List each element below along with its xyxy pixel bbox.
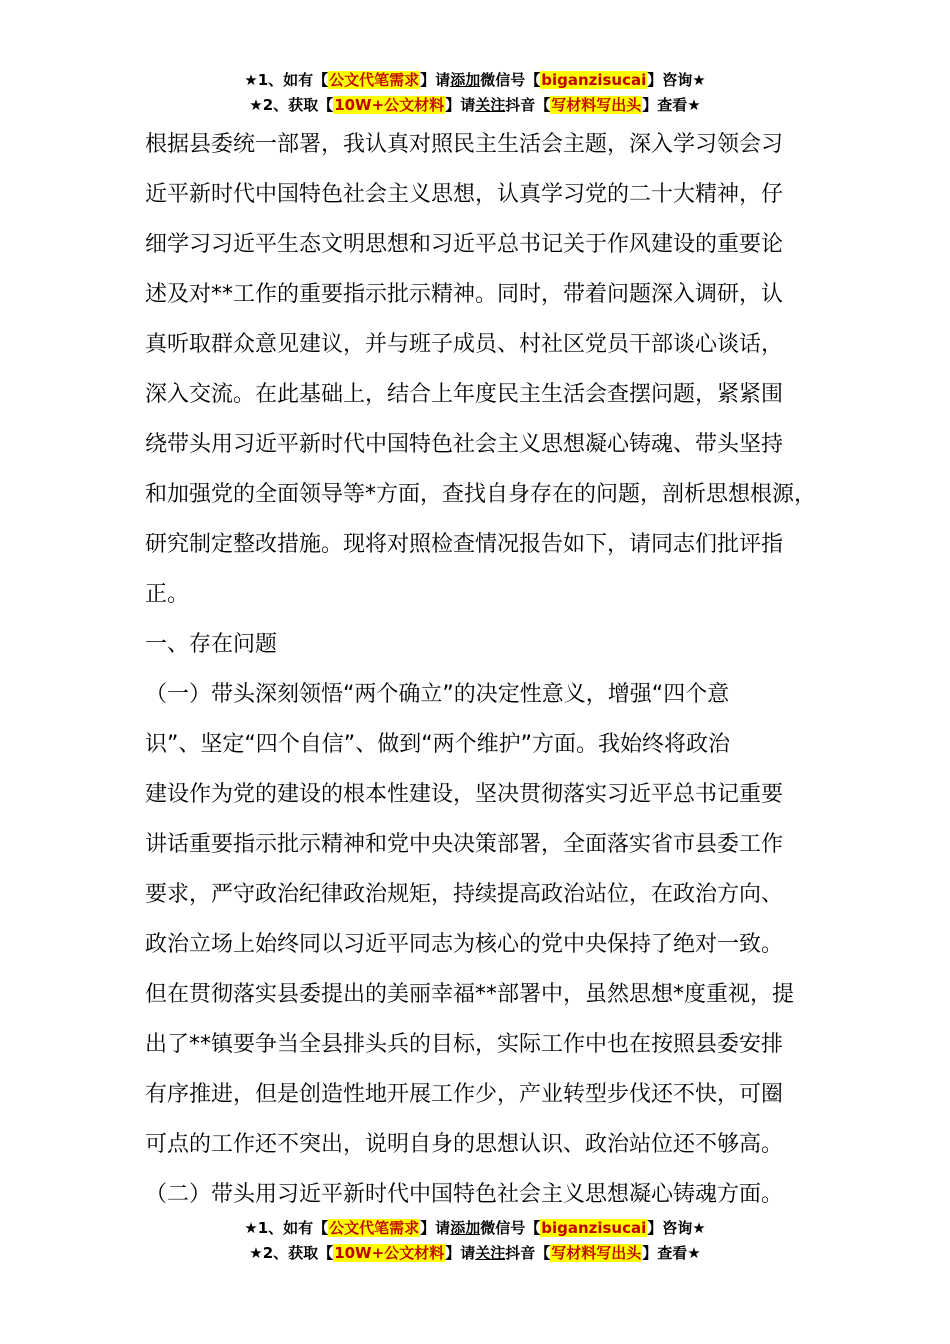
body-line: 识”、坚定“四个自信”、做到“两个维护”方面。我始终将政治: [145, 732, 730, 757]
body-line: 述及对**工作的重要指示批示精神。同时，带着问题深入调研，认: [145, 282, 784, 307]
banner-text: 】查看★: [642, 96, 701, 114]
footer-banner: [0, 1216, 950, 1266]
highlight-materials: 10W+公文材料: [334, 96, 445, 114]
underlined-text: 添加: [450, 71, 481, 89]
highlight-service: 公文代笔需求: [329, 71, 420, 89]
banner-text: 】请: [445, 1244, 476, 1262]
highlight-douyin-id: 写材料写出头: [551, 1244, 642, 1262]
body-line: 近平新时代中国特色社会主义思想，认真学习党的二十大精神，仔: [145, 182, 784, 207]
body-line: （二）带头用习近平新时代中国特色社会主义思想凝心铸魂方面。: [145, 1182, 784, 1207]
body-line: 出了**镇要争当全县排头兵的目标，实际工作中也在按照县委安排: [145, 1032, 784, 1057]
body-line: 有序推进，但是创造性地开展工作少，产业转型步伐还不快，可圈: [145, 1082, 784, 1107]
highlight-wechat-id: biganzisucai: [541, 71, 647, 89]
banner-line-1: [0, 1216, 950, 1241]
body-line: 要求，严守政治纪律政治规矩，持续提高政治站位，在政治方向、: [145, 882, 784, 907]
banner-text: ★2、获取【: [249, 1244, 334, 1262]
banner-text: 微信号【: [480, 71, 541, 89]
banner-text: 】请: [420, 1219, 451, 1237]
banner-text: ★1、如有【: [244, 71, 329, 89]
body-line: 但在贯彻落实县委提出的美丽幸福**部署中，虽然思想*度重视，提: [145, 982, 795, 1007]
body-line: 绕带头用习近平新时代中国特色社会主义思想凝心铸魂、带头坚持: [145, 432, 784, 457]
body-line: 细学习习近平生态文明思想和习近平总书记关于作风建设的重要论: [145, 232, 784, 257]
banner-text: 抖音【: [505, 1244, 551, 1262]
body-line: 和加强党的全面领导等*方面，查找自身存在的问题，剖析思想根源，: [145, 482, 817, 507]
banner-text: ★1、如有【: [244, 1219, 329, 1237]
body-line: 可点的工作还不突出，说明自身的思想认识、政治站位还不够高。: [145, 1132, 784, 1157]
underlined-text: 添加: [450, 1219, 481, 1237]
banner-line-2: [0, 1241, 950, 1266]
body-line: 建设作为党的建设的根本性建设，坚决贯彻落实习近平总书记重要: [145, 782, 784, 807]
section-heading: 一、存在问题: [145, 632, 278, 657]
banner-text: 】咨询★: [647, 1219, 706, 1237]
body-line: 根据县委统一部署，我认真对照民主生活会主题，深入学习领会习: [145, 132, 784, 157]
document-body: [145, 120, 835, 1220]
banner-text: 微信号【: [480, 1219, 541, 1237]
underlined-text: 关注: [475, 96, 506, 114]
body-line: 研究制定整改措施。现将对照检查情况报告如下，请同志们批评指: [145, 532, 784, 557]
highlight-douyin-id: 写材料写出头: [551, 96, 642, 114]
body-line: 正。: [145, 582, 190, 607]
body-line: 讲话重要指示批示精神和党中央决策部署，全面落实省市县委工作: [145, 832, 784, 857]
banner-line-2: [0, 93, 950, 118]
banner-text: 】请: [445, 96, 476, 114]
banner-text: 】咨询★: [647, 71, 706, 89]
body-line: （一）带头深刻领悟“两个确立”的决定性意义，增强“四个意: [145, 682, 730, 707]
banner-text: ★2、获取【: [249, 96, 334, 114]
body-line: 政治立场上始终同以习近平同志为核心的党中央保持了绝对一致。: [145, 932, 784, 957]
banner-text: 】请: [420, 71, 451, 89]
underlined-text: 关注: [475, 1244, 506, 1262]
banner-text: 】查看★: [642, 1244, 701, 1262]
highlight-service: 公文代笔需求: [329, 1219, 420, 1237]
highlight-wechat-id: biganzisucai: [541, 1219, 647, 1237]
body-line: 真听取群众意见建议，并与班子成员、村社区党员干部谈心谈话，: [145, 332, 784, 357]
body-line: 深入交流。在此基础上，结合上年度民主生活会查摆问题，紧紧围: [145, 382, 784, 407]
banner-text: 抖音【: [505, 96, 551, 114]
banner-line-1: [0, 68, 950, 93]
header-banner: [0, 68, 950, 118]
highlight-materials: 10W+公文材料: [334, 1244, 445, 1262]
